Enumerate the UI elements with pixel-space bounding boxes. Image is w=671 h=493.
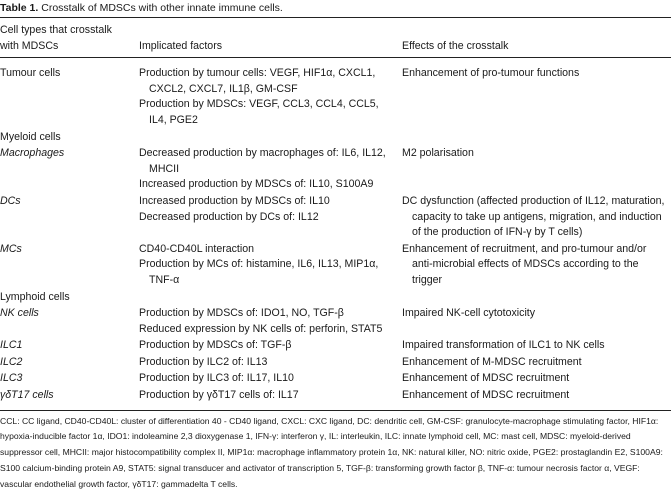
factor-item: Production by MDSCs: VEGF, CCL3, CCL4, CCL5, IL4, PGE2 bbox=[139, 98, 379, 126]
factor-item: Decreased production by macrophages of: IL6, IL12, MHCII bbox=[139, 147, 386, 175]
implicated-factors bbox=[139, 387, 402, 410]
caption-text: Crosstalk of MDSCs with other innate immune cells. bbox=[41, 2, 283, 14]
effect-text: Impaired transformation of ILC1 to NK cells bbox=[402, 339, 605, 352]
table-row bbox=[0, 354, 671, 371]
crosstalk-effect bbox=[402, 354, 671, 371]
effect-text: Enhancement of MDSC recruitment bbox=[402, 389, 570, 402]
crosstalk-effect bbox=[402, 337, 671, 354]
effect-text: Enhancement of recruitment, and pro-tumour and/or anti-microbial effects of MDSCs according to the trigger bbox=[402, 242, 647, 286]
effect-text: DC dysfunction (affected production of IL12, maturation, capacity to take up antigens, migration, and induction of the production of IFN-γ by T cells) bbox=[402, 194, 665, 239]
implicated-factors bbox=[139, 58, 402, 129]
cell-type: Myeloid cells bbox=[0, 130, 61, 143]
cell-type: ILC1 bbox=[0, 339, 23, 352]
effect-text: Enhancement of MDSC recruitment bbox=[402, 372, 570, 385]
crosstalk-effect bbox=[402, 58, 671, 129]
header-row bbox=[0, 18, 671, 58]
implicated-factors bbox=[139, 129, 402, 146]
effect-text: Enhancement of pro-tumour functions bbox=[402, 67, 580, 80]
table-row bbox=[0, 289, 671, 306]
crosstalk-effect bbox=[402, 145, 671, 193]
crosstalk-effect bbox=[402, 370, 671, 387]
table-row bbox=[0, 370, 671, 387]
cell-type: NK cells bbox=[0, 307, 39, 320]
factor-item: Production by ILC2 of: IL13 bbox=[139, 355, 268, 368]
implicated-factors bbox=[139, 370, 402, 387]
cell-type: Tumour cells bbox=[0, 67, 61, 80]
factor-item: Reduced expression by NK cells of: perforin, STAT5 bbox=[139, 322, 383, 335]
factor-item: Production by MDSCs of: TGF-β bbox=[139, 339, 292, 352]
cell-type: ILC2 bbox=[0, 355, 23, 368]
implicated-factors bbox=[139, 241, 402, 289]
crosstalk-effect bbox=[402, 305, 671, 337]
header-cell-types bbox=[0, 18, 139, 58]
table-row bbox=[0, 193, 671, 241]
effect-text: M2 polarisation bbox=[402, 147, 474, 160]
factor-item: Production by tumour cells: VEGF, HIF1α, CXCL1, CXCL2, CXCL7, IL1β, GM-CSF bbox=[139, 67, 376, 95]
factor-item: Increased production by MDSCs of: IL10 bbox=[139, 194, 330, 207]
table-row bbox=[0, 58, 671, 129]
implicated-factors bbox=[139, 145, 402, 193]
cell-type: γδT17 cells bbox=[0, 387, 139, 410]
table-row bbox=[0, 129, 671, 146]
factor-item: Production by ILC3 of: IL17, IL10 bbox=[139, 372, 294, 385]
cell-type: Macrophages bbox=[0, 147, 65, 160]
implicated-factors bbox=[139, 289, 402, 306]
crosstalk-effect bbox=[402, 241, 671, 289]
effect-text: Impaired NK-cell cytotoxicity bbox=[402, 307, 536, 320]
table-footnote: CCL: CC ligand, CD40-CD40L: cluster of differentiation 40 - CD40 ligand, CXCL: CXC ligand, DC: dendritic cell, GM-CSF: granulocyte-macrophage stimulating factor, HIF1α: hypoxia-inducible factor 1α, IDO1: indoleamine 2,3 dioxygenase 1, IFN-γ: interferon γ, IL: interleukin, ILC: innate lymphoid cell, MC: mast cell, MDSC: myeloid-derived suppressor cell, MHCII: major histocompatibility complex II, MIP1α: macrophage inflammatory protein 1α, NK: natural killer, NO: nitric oxide, PGE2: prostaglandin E2, S100A9: S100 calcium-binding protein A9, STAT5: signal transducer and activator of transcription 5, TGF-β: transforming growth factor β, TNF-α: tumour necrosis factor α, VEGF: vascular endothelial growth factor, γδT17: gammadelta T cells. bbox=[0, 415, 663, 489]
factor-item: Production by MCs of: histamine, IL6, IL13, MIP1α, TNF-α bbox=[139, 258, 379, 286]
factor-item: Production by γδT17 cells of: IL17 bbox=[139, 389, 299, 402]
crosstalk-effect bbox=[402, 129, 671, 146]
table-row bbox=[0, 145, 671, 193]
implicated-factors bbox=[139, 305, 402, 337]
crosstalk-table bbox=[0, 17, 671, 411]
factor-item: CD40-CD40L interaction bbox=[139, 242, 255, 255]
cell-type: ILC3 bbox=[0, 372, 23, 385]
table-row bbox=[0, 337, 671, 354]
implicated-factors bbox=[139, 337, 402, 354]
crosstalk-effect bbox=[402, 387, 671, 410]
effect-text: Enhancement of M-MDSC recruitment bbox=[402, 355, 582, 368]
table-row bbox=[0, 305, 671, 337]
cell-type: DCs bbox=[0, 194, 21, 207]
table-row bbox=[0, 241, 671, 289]
caption-label: Table 1. bbox=[0, 2, 39, 14]
header-factors: Implicated factors bbox=[139, 18, 402, 58]
header-line: with MDSCs bbox=[0, 39, 59, 52]
implicated-factors bbox=[139, 354, 402, 371]
table-caption bbox=[0, 0, 671, 17]
crosstalk-effect bbox=[402, 289, 671, 306]
factor-item: Production by MDSCs of: IDO1, NO, TGF-β bbox=[139, 307, 344, 320]
factor-item: Increased production by MDSCs of: IL10, S100A9 bbox=[139, 178, 374, 191]
cell-type: Lymphoid cells bbox=[0, 290, 70, 303]
factor-item: Decreased production by DCs of: IL12 bbox=[139, 210, 319, 223]
header-line: Cell types that crosstalk bbox=[0, 24, 112, 36]
table-row bbox=[0, 387, 671, 410]
implicated-factors bbox=[139, 193, 402, 241]
header-effects: Effects of the crosstalk bbox=[402, 18, 671, 58]
crosstalk-effect bbox=[402, 193, 671, 241]
cell-type: MCs bbox=[0, 242, 22, 255]
